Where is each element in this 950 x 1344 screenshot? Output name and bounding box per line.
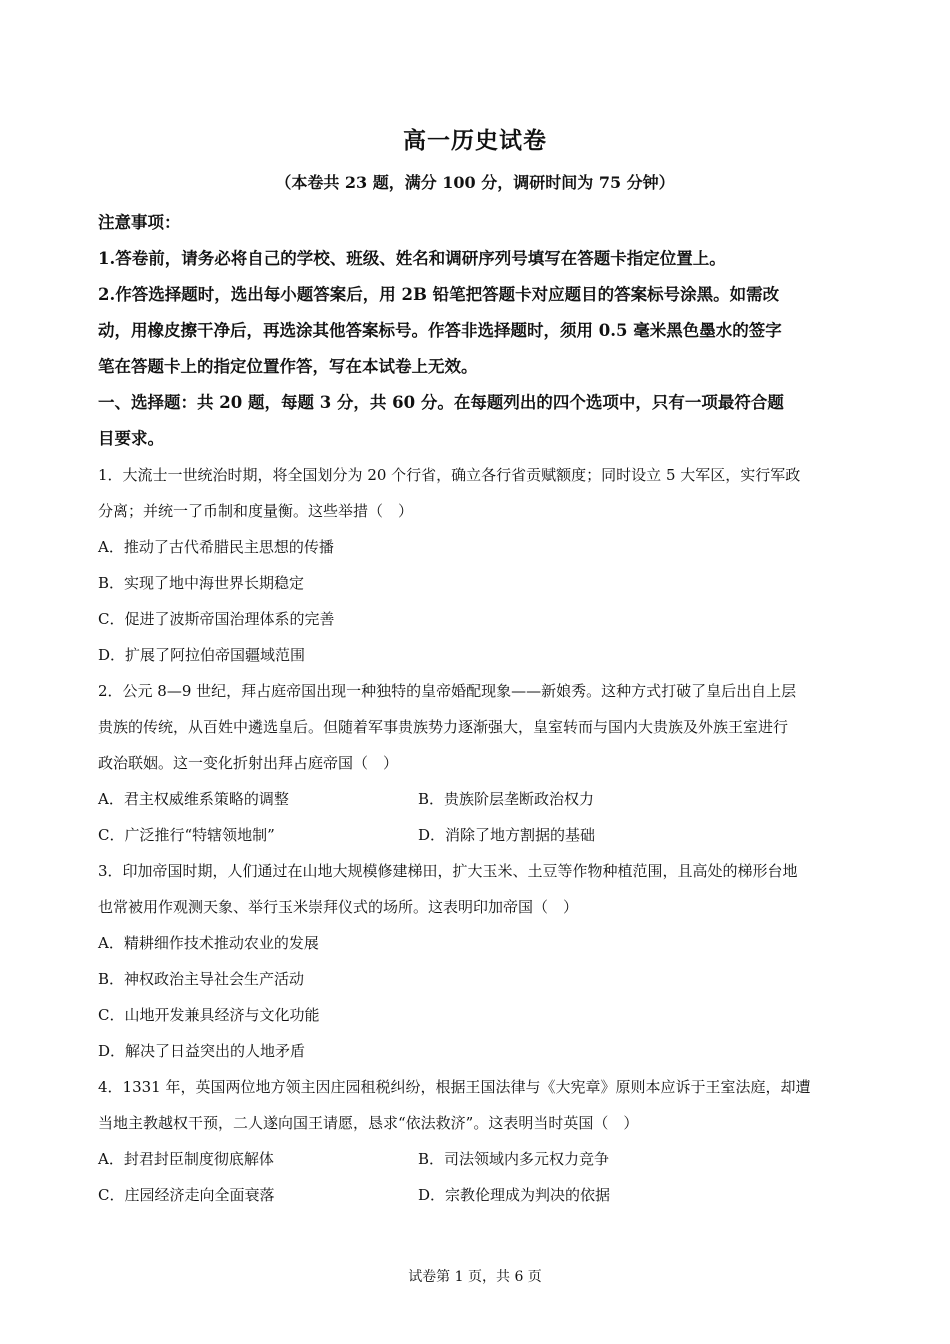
question-3-stem-line: 3．印加帝国时期，人们通过在山地大规模修建梯田，扩大玉米、土豆等作物种植范围，且高处的梯形台地 [98,862,798,880]
question-4-option-c: C．庄园经济走向全面衰落 [98,1186,275,1204]
question-2-option-b: B．贵族阶层垄断政治权力 [418,790,595,808]
question-4-stem-line: 4．1331 年，英国两位地方领主因庄园租税纠纷，根据王国法律与《大宪章》原则本应诉于王室法庭，却遭 [98,1078,811,1096]
question-3-stem-line: 也常被用作观测天象、举行玉米崇拜仪式的场所。这表明印加帝国（ ） [98,898,579,916]
page-title: 高一历史试卷 [403,127,547,154]
question-2-option-a: A．君主权威维系策略的调整 [98,790,289,808]
question-4-option-a: A．封君封臣制度彻底解体 [98,1150,274,1168]
question-4-option-b: B．司法领域内多元权力竞争 [418,1150,610,1168]
question-3-option-b: B．神权政治主导社会生产活动 [98,970,305,988]
notice-item-2-line-3: 笔在答题卡上的指定位置作答，写在本试卷上无效。 [98,357,478,376]
question-4-options-row-2 [98,1177,854,1213]
notice-item-2-line-2: 动，用橡皮擦干净后，再选涂其他答案标号。作答非选择题时，须用 0.5 毫米黑色墨水的签字 [98,321,782,340]
question-2-stem-line: 2．公元 8—9 世纪，拜占庭帝国出现一种独特的皇帝婚配现象——新娘秀。这种方式打破了皇后出自上层 [98,682,797,700]
question-2-options-row-1 [98,781,854,817]
notice-item-2-line-1: 2.作答选择题时，选出每小题答案后，用 2B 铅笔把答题卡对应题目的答案标号涂黑。如需改 [98,285,780,304]
section-heading-line-1: 一、选择题：共 20 题，每题 3 分，共 60 分。在每题列出的四个选项中，只有一项最符合题 [98,393,784,412]
question-4-option-d: D．宗教伦理成为判决的依据 [418,1186,611,1204]
question-2-stem-line: 政治联姻。这一变化折射出拜占庭帝国（ ） [98,754,399,772]
question-3-option-a: A．精耕细作技术推动农业的发展 [98,934,319,952]
notice-item-1: 1.答卷前，请务必将自己的学校、班级、姓名和调研序列号填写在答题卡指定位置上。 [98,249,726,268]
question-4 [98,1069,854,1213]
notice-heading: 注意事项： [98,213,181,232]
question-1-option-d: D．扩展了阿拉伯帝国疆域范围 [98,646,306,664]
question-3-option-d: D．解决了日益突出的人地矛盾 [98,1042,306,1060]
exam-body [98,205,854,1213]
question-1-option-a: A．推动了古代希腊民主思想的传播 [98,538,334,556]
question-1-stem-line: 分离；并统一了币制和度量衡。这些举措（ ） [98,502,414,520]
question-2-option-d: D．消除了地方割据的基础 [418,826,596,844]
question-3-option-c: C．山地开发兼具经济与文化功能 [98,1006,320,1024]
question-4-options-row-1 [98,1141,854,1177]
question-4-stem-line: 当地主教越权干预，二人遂向国王请愿，恳求“依法救济”。这表明当时英国（ ） [98,1114,639,1132]
question-1-stem-line: 1．大流士一世统治时期，将全国划分为 20 个行省，确立各行省贡赋额度；同时设立 5 大军区，实行军政 [98,466,801,484]
question-1 [98,457,854,673]
question-2-options-row-2 [98,817,854,853]
question-3 [98,853,854,1069]
question-2 [98,673,854,853]
question-1-option-b: B．实现了地中海世界长期稳定 [98,574,305,592]
page-subtitle: （本卷共 23 题，满分 100 分，调研时间为 75 分钟） [275,173,675,192]
question-1-option-c: C．促进了波斯帝国治理体系的完善 [98,610,335,628]
question-2-option-c: C．广泛推行“特辖领地制” [98,826,275,844]
question-2-stem-line: 贵族的传统，从百姓中遴选皇后。但随着军事贵族势力逐渐强大，皇室转而与国内大贵族及外族王室进行 [98,718,789,736]
page-footer: 试卷第 1 页，共 6 页 [408,1269,542,1285]
section-heading-line-2: 目要求。 [98,429,164,448]
